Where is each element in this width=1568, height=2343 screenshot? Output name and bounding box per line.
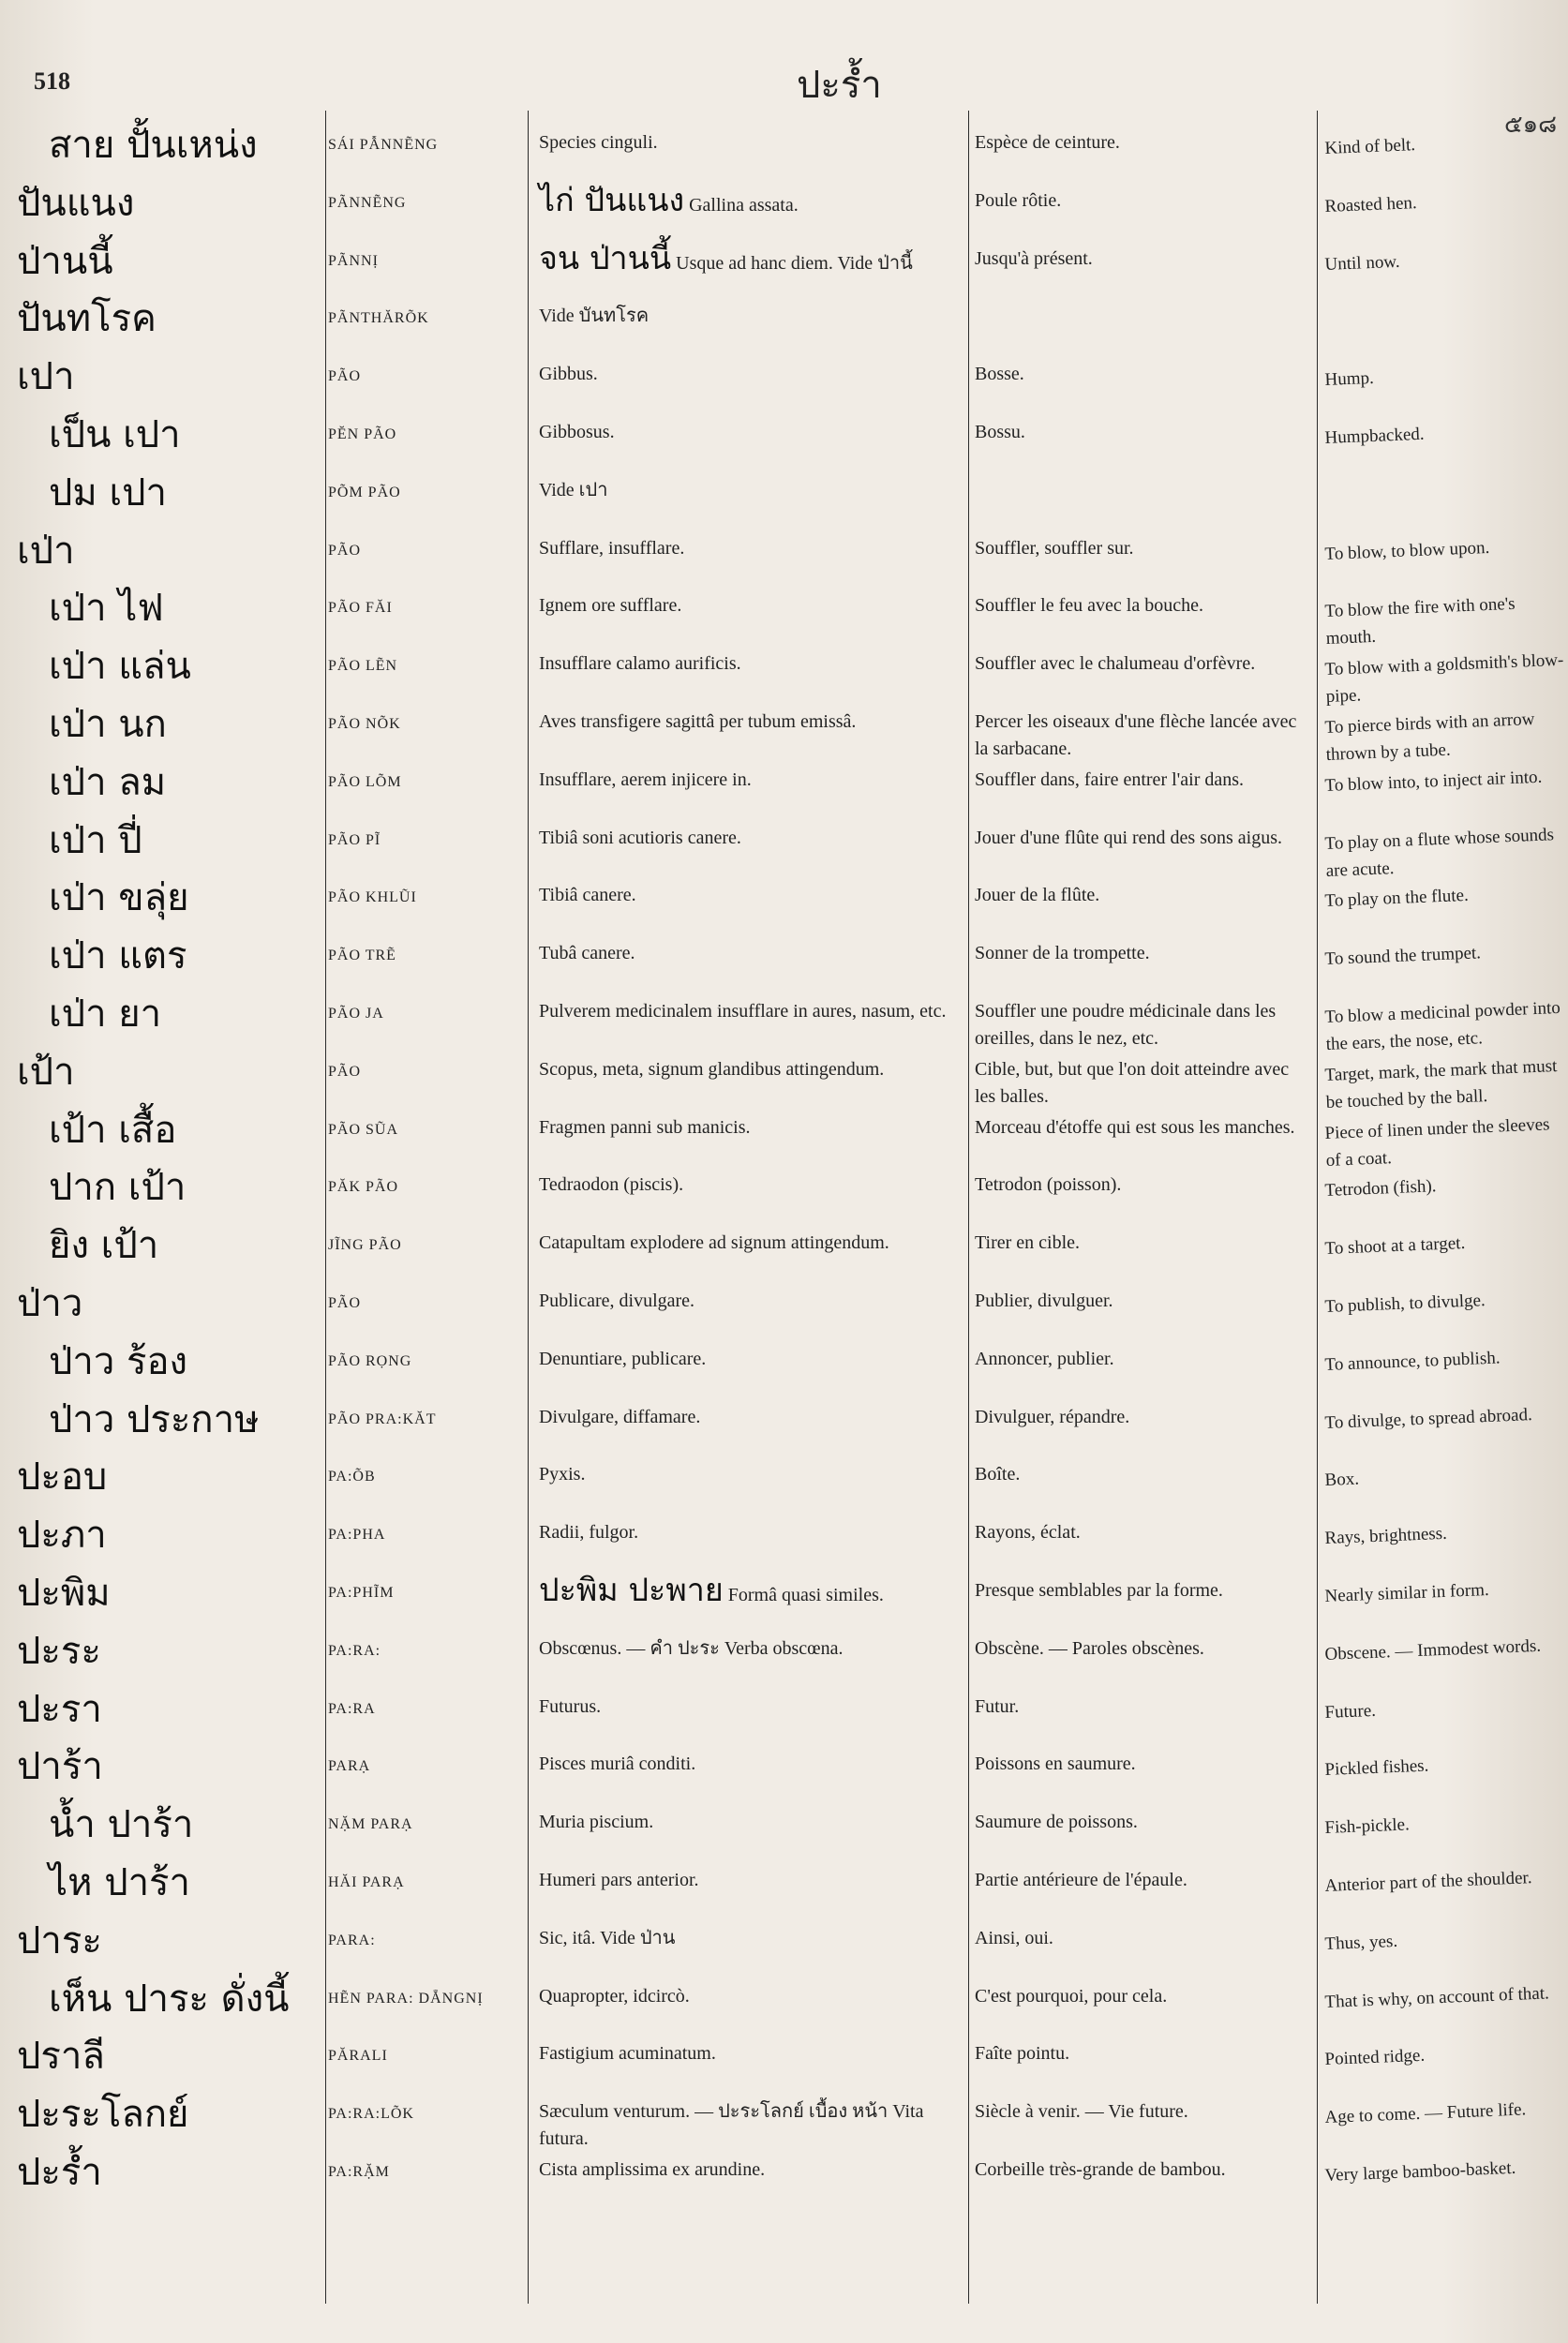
dictionary-entry [0, 346, 1568, 404]
romanization: PÃO PĨ [328, 831, 381, 848]
romanization: PA:RA [328, 1700, 376, 1717]
latin-definition: Radii, fulgor. [539, 1522, 639, 1544]
latin-definition: Tibiâ canere. [539, 885, 636, 906]
french-definition: Sonner de la trompette. [975, 943, 1150, 964]
romanization: PÃO PRA:KĂT [328, 1410, 437, 1427]
english-definition: Humpbacked. [1324, 424, 1425, 448]
english-definition: To blow with a goldsmith's blow-pipe. [1324, 649, 1564, 708]
french-definition: Bossu. [975, 422, 1025, 442]
dictionary-entry [0, 925, 1568, 983]
romanization: PARA: [328, 1932, 376, 1948]
english-definition: Obscene. — Immodest words. [1324, 1635, 1542, 1664]
latin-definition: Muria piscium. [539, 1812, 654, 1833]
dictionary-entry [0, 231, 1568, 289]
latin-definition: Obscœnus. — คํา ปะระ Verba obscœna. [539, 1637, 844, 1659]
french-definition: Jouer d'une flûte qui rend des sons aigus. [975, 827, 1282, 848]
romanization: PĂRALI [328, 2048, 388, 2065]
romanization: PÃO JA [328, 1006, 384, 1022]
romanization: PA:RA:LÕK [328, 2106, 414, 2123]
dictionary-entry [0, 1157, 1568, 1215]
latin-definition: Vide เปา [539, 479, 608, 500]
romanization: PÃNTHĂRÕK [328, 310, 429, 327]
english-definition: To blow into, to inject air into. [1324, 767, 1543, 796]
dictionary-entry [0, 1679, 1568, 1737]
thai-headword: ปาก เป้า [49, 1166, 187, 1210]
dictionary-entry [0, 114, 1568, 172]
latin-definition: Tibiâ soni acutioris canere. [539, 827, 741, 848]
thai-headword: ป่าว ประกาษ [49, 1397, 260, 1441]
latin-definition: Sæculum venturum. — ปะระโลกย์ เบื้อง หน้า Vita futura. [539, 2101, 924, 2150]
romanization: PÃO FĂI [328, 600, 393, 617]
thai-headword: ป่านนี้ [17, 239, 113, 283]
latin-definition: Catapultam explodere ad signum attingendum. [539, 1232, 889, 1254]
french-definition: Souffler une poudre médicinale dans les oreilles, dans le nez, etc. [975, 1001, 1277, 1049]
romanization: PÃO LÕM [328, 773, 402, 790]
dictionary-entry [0, 867, 1568, 925]
french-definition: Espèce de ceinture. [975, 132, 1120, 153]
dictionary-entry [0, 1215, 1568, 1273]
french-definition: Ainsi, oui. [975, 1927, 1053, 1948]
french-definition: Tirer en cible. [975, 1232, 1081, 1254]
thai-headword: เป้า [17, 1050, 75, 1094]
english-definition: Kind of belt. [1324, 135, 1416, 158]
thai-headword: น้ำ ปาร้า [49, 1803, 194, 1847]
thai-headword: ป่าว [17, 1282, 83, 1325]
english-definition: Rays, brightness. [1324, 1523, 1448, 1549]
latin-definition: Divulgare, diffamare. [539, 1406, 701, 1427]
dictionary-entry [0, 1910, 1568, 1968]
dictionary-entry [0, 520, 1568, 578]
romanization: PĔN PÃO [328, 426, 397, 442]
dictionary-entry [0, 635, 1568, 708]
thai-headword: เป่า [17, 529, 75, 573]
latin-thai-example: ปะพิม ปะพาย [539, 1572, 724, 1609]
latin-definition: Vide บันทโรค [539, 306, 650, 327]
romanization: SÁI PẪNNẼNG [328, 137, 439, 153]
french-definition: Divulguer, répandre. [975, 1406, 1130, 1427]
romanization: PA:PHA [328, 1527, 386, 1544]
romanization: PĂK PÃO [328, 1179, 399, 1196]
dictionary-entries [0, 114, 1568, 2223]
thai-headword: ป่าว ร้อง [49, 1339, 188, 1383]
dictionary-entry [0, 1794, 1568, 1852]
thai-headword: เป่า ปี่ [49, 818, 142, 862]
french-definition: Futur. [975, 1695, 1020, 1717]
running-head: ปะรํ้า [797, 64, 882, 107]
dictionary-entry [0, 1331, 1568, 1389]
thai-headword: ปันทโรค [17, 297, 157, 341]
latin-definition: Fastigium acuminatum. [539, 2043, 716, 2065]
french-definition: Rayons, éclat. [975, 1522, 1081, 1544]
thai-headword: เห็น ปาระ ดั่งนี้ [49, 1977, 290, 2021]
thai-headword: เป่า ไฟ [49, 587, 164, 631]
french-definition: Obscène. — Paroles obscènes. [975, 1637, 1204, 1659]
french-definition: Poule rôtie. [975, 189, 1062, 211]
french-definition: Siècle à venir. — Vie future. [975, 2101, 1188, 2123]
french-definition: Jouer de la flûte. [975, 885, 1100, 906]
romanization: PÃO [328, 1063, 362, 1080]
thai-headword: ปาร้า [17, 1745, 103, 1789]
thai-headword: เป้า เสื้อ [49, 1108, 177, 1152]
dictionary-entry [0, 1968, 1568, 2026]
dictionary-entry [0, 694, 1568, 765]
french-definition: Morceau d'étoffe qui est sous les manches. [975, 1116, 1295, 1138]
english-definition: To sound the trumpet. [1324, 943, 1482, 970]
latin-definition: Fragmen panni sub manicis. [539, 1116, 751, 1138]
latin-definition: Tubâ canere. [539, 943, 635, 964]
latin-definition: Scopus, meta, signum glandibus attingendum. [539, 1058, 885, 1080]
dictionary-entry [0, 810, 1568, 881]
latin-definition: Sufflare, insufflare. [539, 537, 685, 559]
latin-definition: Futurus. [539, 1695, 602, 1717]
dictionary-entry [0, 1099, 1568, 1171]
folio-thai-numeral: ๕๑๘ [1504, 111, 1558, 139]
french-definition: C'est pourquoi, pour cela. [975, 1985, 1168, 2007]
romanization: PÃO RỌNG [328, 1352, 412, 1369]
thai-headword: เป่า ยา [49, 992, 162, 1036]
dictionary-entry [0, 1389, 1568, 1447]
latin-definition: Pyxis. [539, 1464, 586, 1485]
latin-definition: Tedraodon (piscis). [539, 1174, 684, 1196]
latin-definition: Cista amplissima ex arundine. [539, 2159, 766, 2180]
english-definition: Anterior part of the shoulder. [1324, 1868, 1532, 1896]
french-definition: Presque semblables par la forme. [975, 1580, 1223, 1601]
french-definition: Jusqu'à présent. [975, 247, 1093, 269]
french-definition: Cible, but, but que l'on doit atteindre avec les balles. [975, 1058, 1290, 1107]
page-number: 518 [34, 67, 70, 95]
dictionary-entry [0, 1562, 1568, 1620]
romanization: PÃNNẼNG [328, 194, 407, 211]
dictionary-entry [0, 1273, 1568, 1331]
french-definition: Souffler avec le chalumeau d'orfèvre. [975, 653, 1256, 675]
english-definition: To pierce birds with an arrow thrown by a tube. [1324, 709, 1535, 765]
english-definition: To divulge, to spread abroad. [1324, 1404, 1533, 1433]
latin-thai-example: ไก่ ปันแนง [539, 181, 685, 219]
dictionary-entry [0, 2083, 1568, 2150]
dictionary-entry [0, 2142, 1568, 2200]
french-definition: Publier, divulguer. [975, 1291, 1113, 1311]
latin-definition: Aves transfigere sagittâ per tubum emissâ. [539, 711, 857, 732]
french-definition: Tetrodon (poisson). [975, 1174, 1122, 1196]
english-definition: Nearly similar in form. [1324, 1579, 1490, 1606]
romanization: PA:ÕB [328, 1469, 376, 1485]
thai-headword: เป่า ขลุ่ย [49, 876, 189, 920]
thai-headword: เป่า แตร [49, 934, 187, 978]
dictionary-entry [0, 462, 1568, 520]
latin-definition: Publicare, divulgare. [539, 1291, 695, 1311]
romanization: PÃO LẼN [328, 658, 398, 675]
romanization: JĨNG PÃO [328, 1237, 402, 1254]
english-definition: To shoot at a target. [1324, 1233, 1466, 1260]
thai-headword: ปะรา [17, 1687, 102, 1731]
french-definition: Souffler, souffler sur. [975, 537, 1134, 559]
french-definition: Corbeille très-grande de bambou. [975, 2159, 1226, 2180]
thai-headword: ไห ปาร้า [49, 1861, 190, 1904]
latin-definition: Denuntiare, publicare. [539, 1348, 707, 1369]
english-definition: To blow, to blow upon. [1324, 537, 1490, 564]
latin-definition: ไก่ ปันแนง Gallina assata. [539, 181, 799, 219]
thai-headword: ปะอบ [17, 1455, 108, 1500]
french-definition: Partie antérieure de l'épaule. [975, 1870, 1187, 1890]
thai-headword: เป่า ลม [49, 760, 167, 804]
english-definition: To blow the fire with one's mouth. [1324, 594, 1516, 649]
latin-definition: Sic, itâ. Vide ป่าน [539, 1927, 676, 1948]
romanization: PARẠ [328, 1758, 371, 1775]
dictionary-entry [0, 1041, 1568, 1112]
english-definition: Pickled fishes. [1324, 1755, 1429, 1781]
english-definition: Box. [1324, 1469, 1360, 1491]
english-definition: To play on the flute. [1324, 886, 1470, 912]
dictionary-entry [0, 752, 1568, 810]
thai-headword: ปะระ [17, 1629, 101, 1673]
dictionary-entry [0, 2025, 1568, 2083]
romanization: NẶM PARẠ [328, 1816, 413, 1833]
latin-thai-example: จน ป่านนี้ [539, 239, 672, 277]
thai-headword: เป่า แล่น [49, 645, 191, 689]
latin-definition: Pulverem medicinalem insufflare in aures, nasum, etc. [539, 1001, 947, 1022]
latin-definition: Species cinguli. [539, 132, 658, 153]
english-definition: Thus, yes. [1324, 1931, 1398, 1954]
thai-headword: เปา [17, 355, 75, 399]
thai-headword: ปะภา [17, 1514, 107, 1558]
thai-headword: ปะระโลกย์ [17, 2093, 189, 2137]
thai-headword: ปะรํ้า [17, 2151, 102, 2194]
latin-definition: Pisces muriâ conditi. [539, 1754, 696, 1775]
english-definition: Until now. [1324, 251, 1400, 275]
latin-definition: Gibbosus. [539, 422, 615, 442]
thai-headword: ปะพิม [17, 1572, 111, 1615]
romanization: PA:RẶM [328, 2164, 390, 2180]
latin-definition: Gibbus. [539, 364, 598, 385]
romanization: PÃO [328, 542, 362, 559]
french-definition: Saumure de poissons. [975, 1812, 1138, 1833]
dictionary-entry [0, 1446, 1568, 1504]
romanization: PÃO TRẼ [328, 948, 396, 964]
thai-headword: ปม เปา [49, 470, 167, 515]
dictionary-entry [0, 172, 1568, 231]
english-definition: Roasted hen. [1324, 192, 1418, 216]
english-definition: Piece of linen under the sleeves of a coat. [1324, 1113, 1550, 1171]
english-definition [1324, 299, 1563, 308]
english-definition: To announce, to publish. [1324, 1348, 1501, 1375]
english-definition: Future. [1324, 1700, 1377, 1723]
latin-definition: ปะพิม ปะพาย Formâ quasi similes. [539, 1572, 884, 1609]
french-definition: Souffler dans, faire entrer l'air dans. [975, 769, 1245, 790]
romanization: PÃO [328, 1295, 362, 1311]
dictionary-entry [0, 1504, 1568, 1562]
english-definition: Target, mark, the mark that must be touched by the ball. [1324, 1055, 1558, 1112]
thai-headword: ปันแนง [17, 181, 135, 225]
dictionary-entry [0, 983, 1568, 1054]
dictionary-entry [0, 1852, 1568, 1910]
french-definition: Boîte. [975, 1464, 1021, 1485]
latin-definition: Humeri pars anterior. [539, 1870, 699, 1890]
latin-definition: จน ป่านนี้ Usque ad hanc diem. Vide ป่านี้ [539, 239, 913, 277]
english-definition: To blow a medicinal powder into the ears, the nose, etc. [1324, 997, 1561, 1054]
thai-headword: เป่า นก [49, 703, 167, 746]
thai-headword: ปาระ [17, 1918, 102, 1962]
french-definition: Percer les oiseaux d'une flèche lancée avec la sarbacane. [975, 711, 1297, 759]
french-definition: Annoncer, publier. [975, 1348, 1114, 1369]
latin-definition: Insufflare calamo aurificis. [539, 653, 741, 675]
french-definition: Poissons en saumure. [975, 1754, 1136, 1775]
romanization: PÃNNỊ [328, 252, 379, 269]
latin-definition: Ignem ore sufflare. [539, 595, 682, 617]
romanization: PÃO NÕK [328, 716, 401, 732]
latin-definition: Quapropter, idcircò. [539, 1985, 690, 2007]
english-definition: To publish, to divulge. [1324, 1291, 1486, 1317]
dictionary-entry [0, 288, 1568, 346]
romanization: PA:PHĨM [328, 1585, 395, 1601]
thai-headword: เป็น เปา [49, 413, 181, 456]
thai-headword: สาย ปั้นเหน่ง [49, 124, 258, 167]
dictionary-entry [0, 1736, 1568, 1794]
english-definition: To play on a flute whose sounds are acute. [1324, 824, 1555, 881]
romanization: HẼN PARA: DẴNGNỊ [328, 1990, 484, 2007]
french-definition: Souffler le feu avec la bouche. [975, 595, 1203, 617]
dictionary-entry [0, 404, 1568, 462]
latin-definition: Insufflare, aerem injicere in. [539, 769, 752, 790]
romanization: PÕM PÃO [328, 484, 401, 500]
english-definition: Very large bamboo-basket. [1324, 2157, 1516, 2186]
thai-headword: ยิง เป้า [49, 1224, 159, 1268]
romanization: PÃO KHLŨI [328, 889, 417, 906]
thai-headword: ปราลี [17, 2035, 105, 2079]
dictionary-entry [0, 1620, 1568, 1679]
english-definition: Age to come. — Future life. [1324, 2099, 1527, 2128]
english-definition: Pointed ridge. [1324, 2046, 1426, 2070]
dictionary-entry [0, 577, 1568, 649]
french-definition: Faîte pointu. [975, 2043, 1070, 2065]
english-definition: Tetrodon (fish). [1324, 1176, 1437, 1201]
romanization: PA:RA: [328, 1642, 381, 1659]
english-definition: Fish-pickle. [1324, 1814, 1411, 1839]
romanization: HĂI PARẠ [328, 1874, 405, 1890]
english-definition: That is why, on account of that. [1324, 1982, 1550, 2012]
english-definition: Hump. [1324, 368, 1375, 391]
french-definition: Bosse. [975, 364, 1024, 385]
romanization: PÃO [328, 368, 362, 385]
romanization: PÃO SŨA [328, 1121, 399, 1138]
english-definition [1324, 473, 1563, 483]
